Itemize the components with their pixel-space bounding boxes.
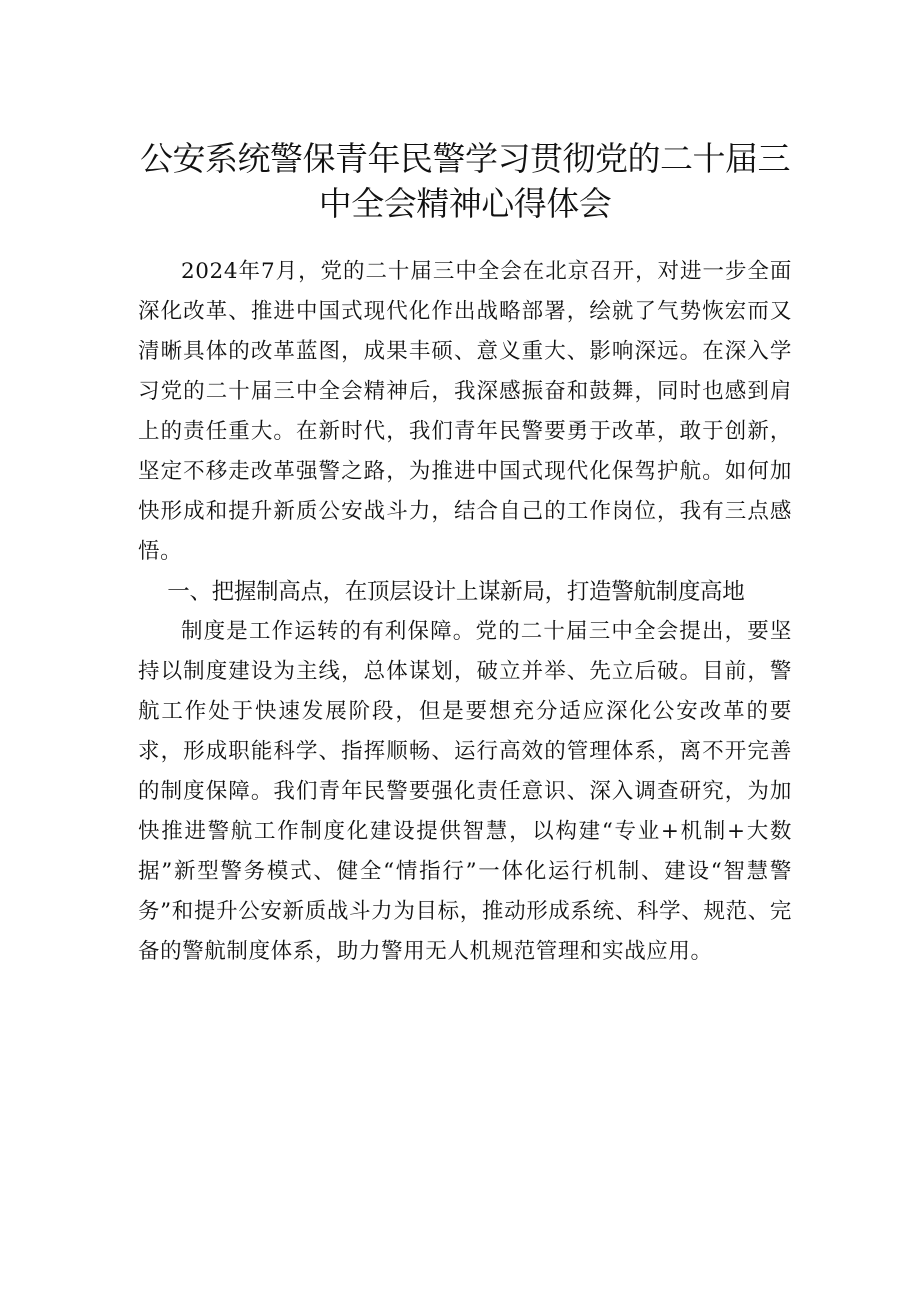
document-title bbox=[138, 136, 792, 226]
intro-paragraph: 2024年7月，党的二十届三中全会在北京召开，对进一步全面深化改革、推进中国式现代化作出战略部署，绘就了气势恢宏而又清晰具体的改革蓝图，成果丰硕、意义重大、影响深远。在深入学习党的二十届三中全会精神后，我深感振奋和鼓舞，同时也感到肩上的责任重大。在新时代，我们青年民警要勇于改革，敢于创新，坚定不移走改革强警之路，为推进中国式现代化保驾护航。如何加快形成和提升新质公安战斗力，结合自己的工作岗位，我有三点感悟。 bbox=[138, 259, 792, 564]
section-1-paragraph: 制度是工作运转的有利保障。党的二十届三中全会提出，要坚持以制度建设为主线，总体谋划，破立并举、先立后破。目前，警航工作处于快速发展阶段，但是要想充分适应深化公安改革的要求，形成职能科学、指挥顺畅、运行高效的管理体系，离不开完善的制度保障。我们青年民警要强化责任意识、深入调查研究，为加快推进警航工作制度化建设提供智慧，以构建“专业+机制+大数据”新型警务模式、健全“情指行”一体化运行机制、建设“智慧警务”和提升公安新质战斗力为目标，推动形成系统、科学、规范、完备的警航制度体系，助力警用无人机规范管理和实战应用。 bbox=[138, 619, 792, 964]
document-body bbox=[138, 252, 792, 972]
title-line-1: 公安系统警保青年民警学习贯彻党的二十届三 bbox=[140, 139, 790, 178]
section-1-heading: 一、把握制高点，在顶层设计上谋新局，打造警航制度高地 bbox=[167, 579, 745, 605]
title-line-2: 中全会精神心得体会 bbox=[318, 184, 612, 223]
